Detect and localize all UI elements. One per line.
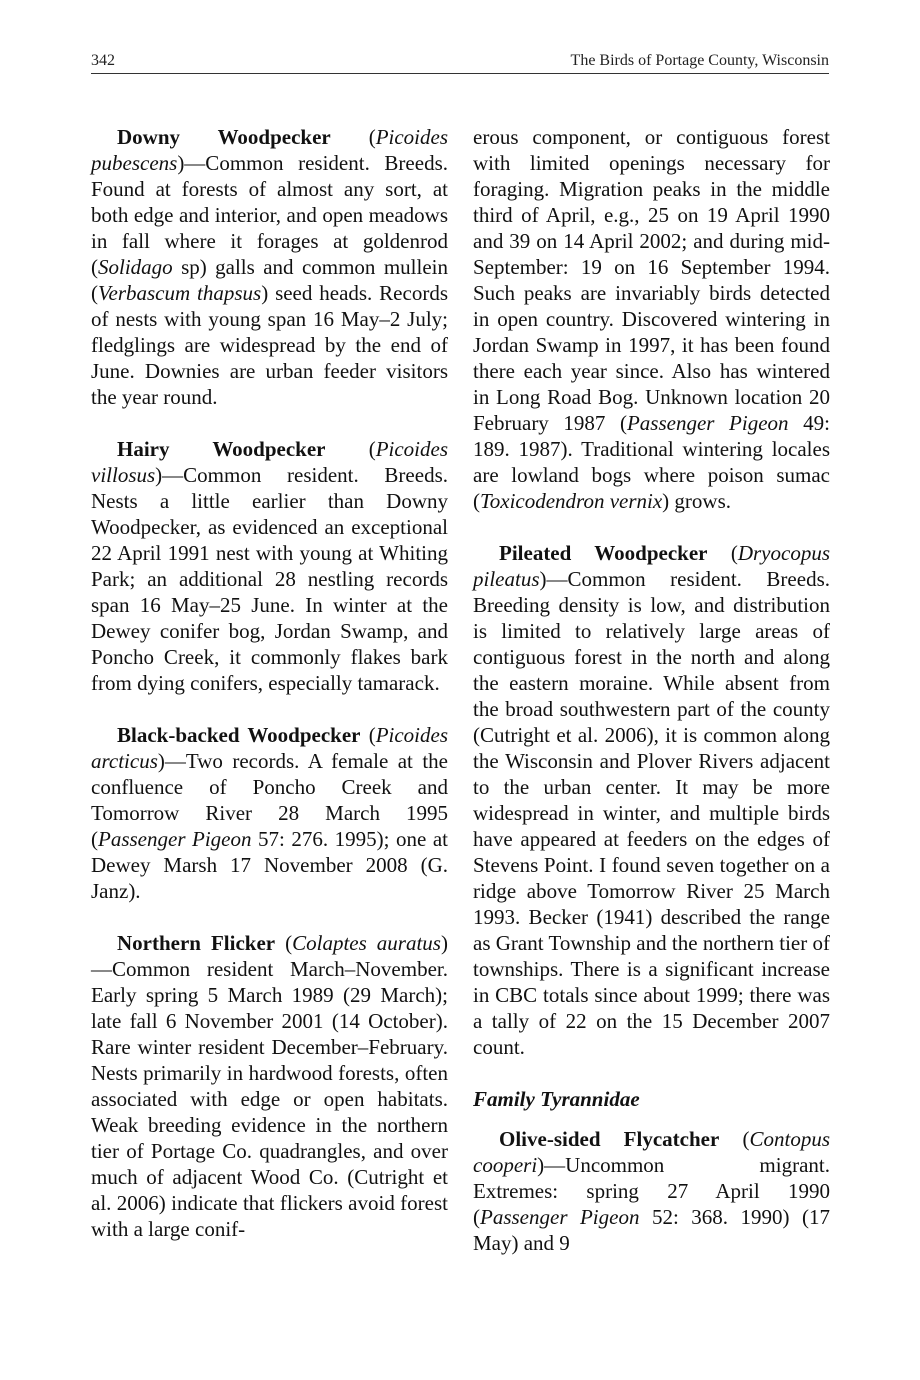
scientific-name: Dryocopus pileatus (473, 541, 830, 591)
entry-northern-flicker-continued: erous component, or contiguous forest with limited openings necessary for foraging. Migration peaks in the middle third of April, e.g., 25 on 19 April 1990 and 39 on 14 April 2002; and during mid-September: 19 on 16 September 1994. Such peaks are invariably birds detected in open country. Discovered wintering in Jordan Swamp in 1997, it has been found there each year since. Also has wintered in Long Road Bog. Unknown location 20 February 1987 (Passenger Pigeon 49: 189. 1987). Traditional wintering locales are lowland bogs where poison sumac (Toxicodendron vernix) grows. (473, 125, 830, 513)
right-column (473, 124, 830, 1282)
scientific-name: Picoides villosus (91, 437, 448, 487)
scientific-name: Picoides pubescens (91, 125, 449, 175)
species-name: Olive-sided Flycatcher (499, 1127, 720, 1151)
left-column (91, 124, 448, 1268)
running-title: The Birds of Portage County, Wisconsin (570, 52, 829, 69)
journal-name: Passenger Pigeon (98, 827, 252, 851)
entry-northern-flicker: Northern Flicker (Colaptes auratus)—Common resident March–November. Early spring 5 March 1989 (29 March); late fall 6 November 2001 (14 October). Rare winter resident December–February. Nests primarily in hardwood forests, often associated with edge or open habitats. Weak breeding evidence in the northern tier of Portage Co. quadrangles, and over much of adjacent Wood Co. (Cutright et al. 2006) indicate that flickers avoid forest with a large conif- (91, 931, 448, 1241)
family-heading: Family Tyrannidae (473, 1087, 640, 1111)
journal-name: Passenger Pigeon (480, 1205, 640, 1229)
species-name: Northern Flicker (117, 931, 276, 955)
header-rule (91, 73, 829, 74)
scientific-name: Solidago (98, 255, 173, 279)
species-name: Pileated Woodpecker (499, 541, 708, 565)
entry-black-backed-woodpecker: Black-backed Woodpecker (Picoides arcticus)—Two records. A female at the confluence of Poncho Creek and Tomorrow River 28 March 1995 (Passenger Pigeon 57: 276. 1995); one at Dewey Marsh 17 November 2008 (G. Janz). (91, 723, 449, 903)
species-name: Downy Woodpecker (117, 125, 331, 149)
entry-hairy-woodpecker: Hairy Woodpecker (Picoides villosus)—Common resident. Breeds. Nests a little earlier than Downy Woodpecker, as evidenced an exceptional 22 April 1991 nest with young at Whiting Park; an additional 28 nestling records span 16 May–25 June. In winter at the Dewey conifer bog, Jordan Swamp, and Poncho Creek, it commonly flakes bark from dying conifers, especially tamarack. (91, 437, 448, 695)
scientific-name: Picoides arcticus (91, 723, 449, 773)
species-name: Black-backed Woodpecker (117, 723, 361, 747)
page-number: 342 (91, 52, 115, 69)
journal-name: Passenger Pigeon (626, 411, 789, 435)
running-header (91, 48, 829, 70)
entry-pileated-woodpecker: Pileated Woodpecker (Dryocopus pileatus)—Common resident. Breeds. Breeding density is low, and distribution is limited to relatively large areas of contiguous forest in the north and along the eastern moraine. While absent from the broad southwestern part of the county (Cutright et al. 2006), it is common along the Wisconsin and Plover Rivers adjacent to the urban center. It may be more widespread in winter, and multiple birds have appeared at feeders on the edges of Stevens Point. I found seven together on a ridge above Tomorrow River 25 March 1993. Becker (1941) described the range as Grant Township and the northern tier of townships. There is a significant increase in CBC totals since about 1999; there was a tally of 22 on the 15 December 2007 count. (473, 541, 830, 1059)
scientific-name: Toxicodendron vernix (480, 489, 663, 513)
scientific-name: Contopus cooperi (473, 1127, 831, 1177)
scientific-name: Verbascum thapsus (98, 281, 262, 305)
entry-olive-sided-flycatcher: Olive-sided Flycatcher (Contopus cooperi)—Uncommon migrant. Extremes: spring 27 April 1990 (Passenger Pigeon 52: 368. 1990) (17 May) and 9 (473, 1127, 831, 1255)
species-name: Hairy Woodpecker (117, 437, 326, 461)
scientific-name: Colaptes auratus (292, 931, 441, 955)
entry-downy-woodpecker: Downy Woodpecker (Picoides pubescens)—Common resident. Breeds. Found at forests of almost any sort, at both edge and interior, and open meadows in fall where it forages at goldenrod (Solidago sp) galls and common mullein (Verbascum thapsus) seed heads. Records of nests with young span 16 May–2 July; fledglings are widespread by the end of June. Downies are urban feeder visitors the year round. (91, 125, 449, 409)
